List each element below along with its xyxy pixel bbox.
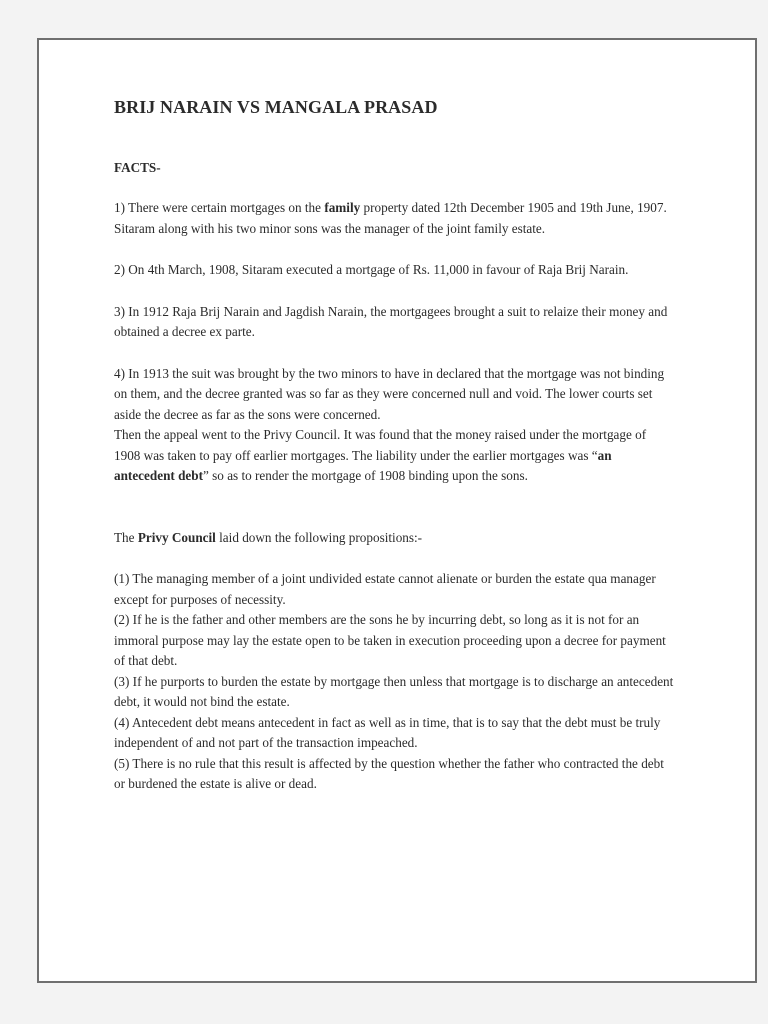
document-title: BRIJ NARAIN VS MANGALA PRASAD xyxy=(114,97,438,117)
proposition-4: (4) Antecedent debt means antecedent in fact as well as in time, that is to say that the debt must be truly independent of and not part of the transaction impeached. xyxy=(114,714,661,750)
proposition-2: (2) If he is the father and other members are the sons he by incurring debt, so long as it is not for an immoral purpose may lay the estate open to be taken in execution proceeding upon a decree for payment of that debt. xyxy=(114,612,666,668)
fact-4-line-1: 4) In 1913 the suit was brought by the two minors to have in declared that the mortgage was not binding on them, and the decree granted was so far as they were concerned null and void. The lower courts set aside the decree as far as the sons were concerned. xyxy=(114,365,665,422)
intro-text-start: The xyxy=(114,529,138,545)
document-page xyxy=(37,38,757,983)
document-body xyxy=(114,96,674,795)
fact-paragraph-2: 2) On 4th March, 1908, Sitaram executed a mortgage of Rs. 11,000 in favour of Raja Brij Narain. xyxy=(114,262,629,277)
fact-paragraph-4 xyxy=(114,364,674,487)
fact-4-line-2-start: Then the appeal went to the Privy Council. It was found that the money raised under the mortgage of 1908 was taken to pay off earlier mortgages. The liability under the earlier mortgages was “ xyxy=(114,427,647,463)
proposition-3: (3) If he purports to burden the estate by mortgage then unless that mortgage is to discharge an antecedent debt, it would not bind the estate. xyxy=(114,673,674,709)
intro-bold-term: Privy Council xyxy=(137,529,216,545)
fact-1-text-start: 1) There were certain mortgages on the xyxy=(114,200,325,215)
intro-text-end: laid down the following propositions:- xyxy=(215,529,423,545)
facts-heading: FACTS- xyxy=(114,160,161,175)
proposition-5: (5) There is no rule that this result is affected by the question whether the father who contracted the debt or burdened the estate is alive or dead. xyxy=(114,755,664,791)
fact-1-bold-term: family xyxy=(324,200,361,215)
propositions-list xyxy=(114,569,674,795)
fact-1-text-end: property dated 12th December 1905 and 19th June, 1907. Sitaram along with his two minor sons was the manager of the joint family estate. xyxy=(114,200,667,236)
fact-paragraph-1 xyxy=(114,198,674,239)
propositions-intro xyxy=(114,528,674,549)
fact-paragraph-3: 3) In 1912 Raja Brij Narain and Jagdish Narain, the mortgagees brought a suit to relaize their money and obtained a decree ex parte. xyxy=(114,303,668,339)
fact-4-line-2-end: ” so as to render the mortgage of 1908 binding upon the sons. xyxy=(203,468,528,483)
proposition-1: (1) The managing member of a joint undivided estate cannot alienate or burden the estate qua manager except for purposes of necessity. xyxy=(114,571,656,607)
fact-4-bold-term: an antecedent debt xyxy=(114,447,612,483)
